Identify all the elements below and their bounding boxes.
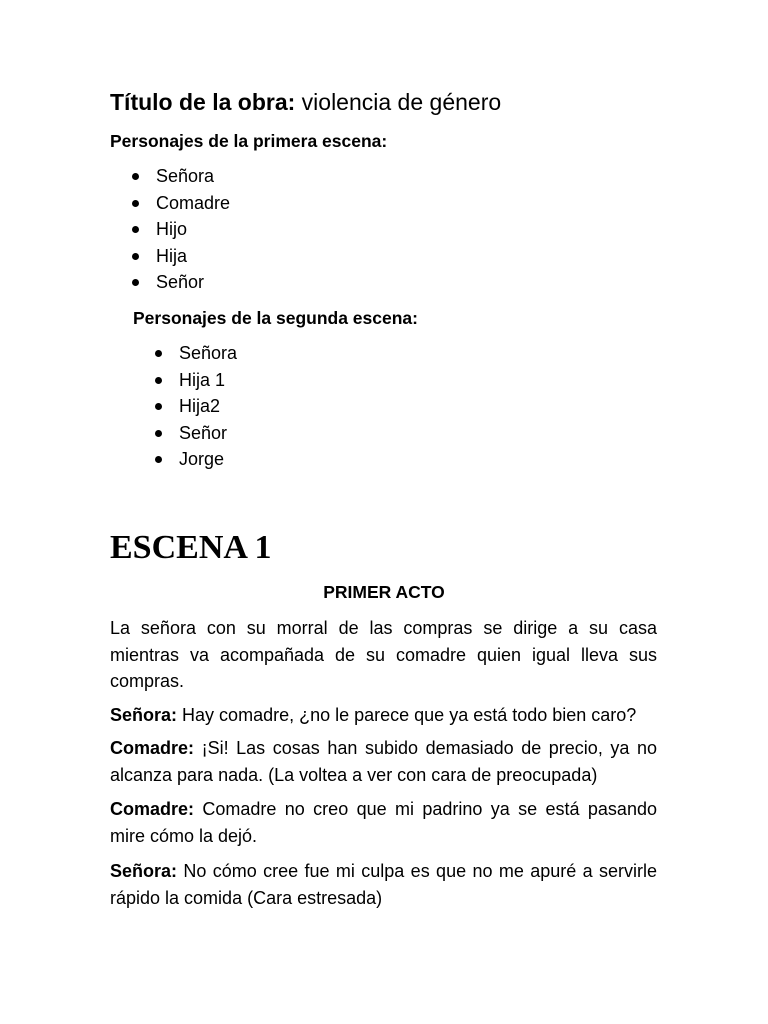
scene1-cast-list: [110, 163, 230, 296]
list-item-text: Hija 1: [179, 369, 226, 390]
scene1-cast-heading: Personajes de la primera escena:: [110, 131, 388, 151]
list-item: [110, 190, 230, 217]
bullet-icon: [155, 403, 162, 410]
list-item-text: Comadre: [156, 192, 231, 213]
dialogue-line: [110, 735, 657, 788]
bullet-icon: [132, 173, 139, 180]
bullet-icon: [155, 456, 162, 463]
list-item-text: Señora: [179, 343, 238, 363]
scene2-cast-heading: Personajes de la segunda escena:: [133, 308, 418, 328]
scene-heading: ESCENA 1: [110, 529, 272, 566]
list-item: [110, 243, 230, 270]
list-item: [133, 393, 237, 420]
scene2-cast-list: [133, 340, 237, 473]
speaker-name: Señora:: [110, 705, 178, 725]
bullet-icon: [155, 430, 162, 437]
dialogue-text: Hay comadre, ¿no le parece que ya está todo bien caro?: [182, 705, 637, 725]
play-title-label: Título de la obra:: [110, 89, 296, 115]
dialogue-line: [110, 858, 657, 911]
speaker-name: Comadre:: [110, 799, 195, 819]
dialogue-text: ¡Si! Las cosas han subido demasiado de precio, ya no alcanza para nada. (La voltea a ver con cara de preocupada): [110, 738, 657, 785]
list-item-text: Hija: [156, 245, 188, 266]
list-item-text: Hijo: [156, 219, 188, 239]
act-heading: PRIMER ACTO: [323, 582, 445, 602]
dialogue-text: No cómo cree fue mi culpa es que no me apuré a servirle rápido la comida (Cara estresada): [110, 861, 657, 908]
list-item: [133, 340, 237, 367]
list-item-text: Señor: [179, 422, 228, 443]
bullet-icon: [155, 377, 162, 384]
list-item-text: Señor: [156, 272, 205, 292]
list-item-text: Señora: [156, 166, 215, 186]
dialogue-line: [110, 702, 657, 729]
play-title: [110, 86, 501, 118]
list-item-text: Hija2: [179, 396, 221, 416]
list-item: [133, 446, 237, 473]
dialogue-text: Comadre no creo que mi padrino ya se está pasando mire cómo la dejó.: [110, 799, 657, 846]
bullet-icon: [132, 253, 139, 260]
list-item: [110, 269, 230, 296]
list-item: [133, 367, 237, 394]
speaker-name: Señora:: [110, 861, 178, 881]
list-item: [110, 163, 230, 190]
bullet-icon: [155, 350, 162, 357]
list-item-text: Jorge: [179, 449, 225, 469]
narration-paragraph: La señora con su morral de las compras se dirige a su casa mientras va acompañada de su comadre quien igual lleva sus compras.: [110, 618, 657, 691]
dialogue-line: [110, 796, 657, 849]
list-item: [133, 420, 237, 447]
bullet-icon: [132, 226, 139, 233]
speaker-name: Comadre:: [110, 738, 195, 758]
bullet-icon: [132, 200, 139, 207]
play-title-value: violencia de género: [301, 89, 502, 115]
list-item: [110, 216, 230, 243]
bullet-icon: [132, 279, 139, 286]
